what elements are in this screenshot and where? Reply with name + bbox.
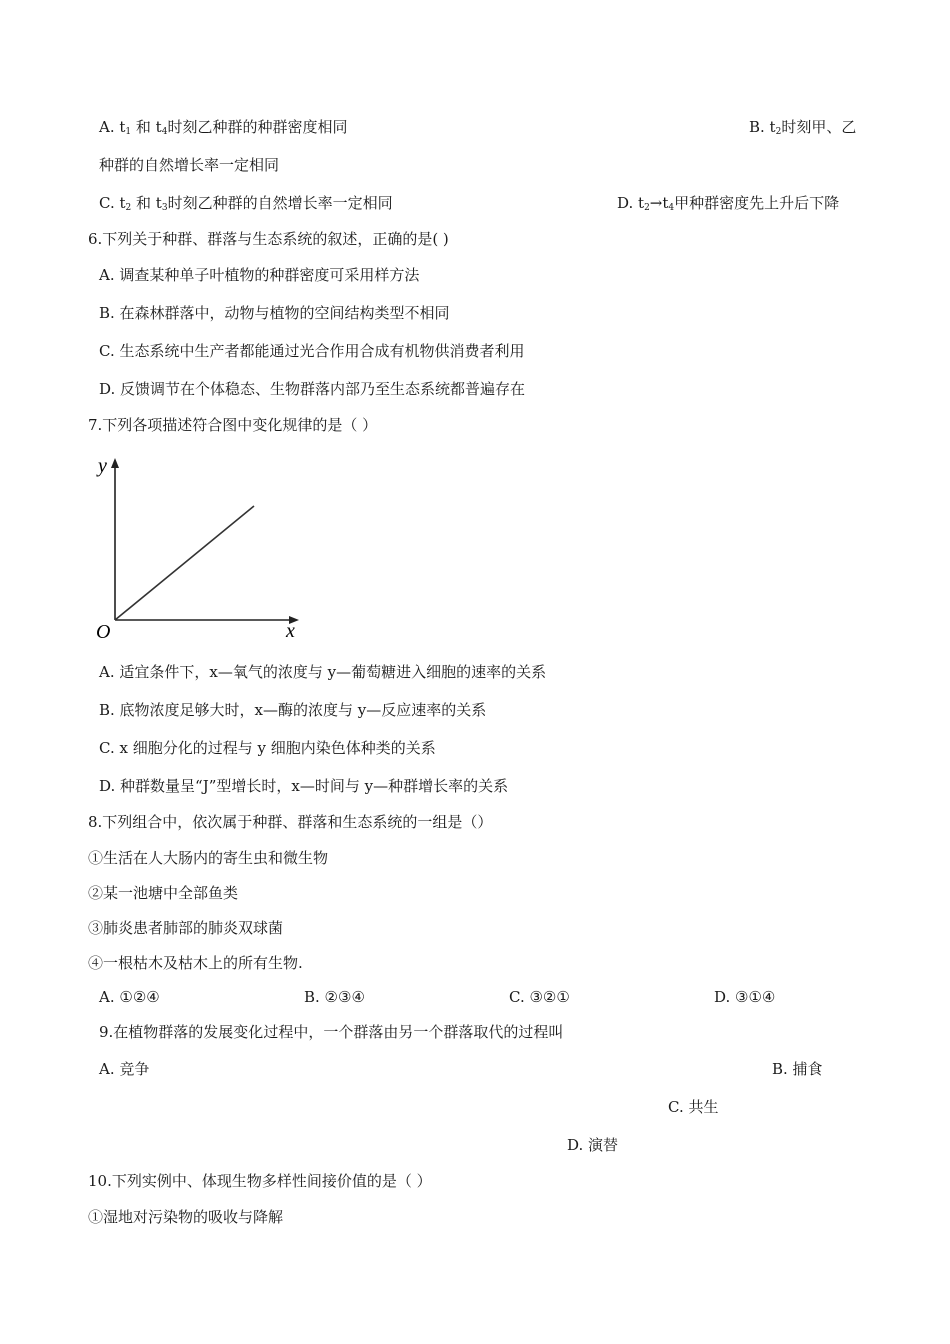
q9-option-a: A. 竞争 [99,1060,150,1078]
q8-option-a: A. ①②④ [99,988,160,1006]
q8-option-d: D. ③①④ [714,988,776,1006]
q7-option-d: D. 种群数量呈“J”型增长时，x—时间与 y—种群增长率的关系 [99,777,509,795]
q9-option-b: B. 捕食 [772,1060,823,1078]
q9-option-d: D. 演替 [567,1136,619,1154]
q7-graph [88,452,308,642]
q5-option-b-continued: 种群的自然增长率一定相同 [99,156,280,174]
q6-option-d: D. 反馈调节在个体稳态、生物群落内部乃至生态系统都普遍存在 [99,380,526,398]
q9-stem: 9.在植物群落的发展变化过程中，一个群落由另一个群落取代的过程叫 [99,1023,564,1041]
q8-option-b: B. ②③④ [304,988,365,1006]
q6-stem: 6.下列关于种群、群落与生态系统的叙述，正确的是( ) [88,230,449,248]
q6-option-b: B. 在森林群落中，动物与植物的空间结构类型不相同 [99,304,450,322]
q9-option-c: C. 共生 [668,1098,719,1116]
y-axis-label: y [98,455,107,477]
q8-item-3: ③肺炎患者肺部的肺炎双球菌 [88,919,284,937]
q8-option-c: C. ③②① [509,988,570,1006]
q8-item-2: ②某一池塘中全部鱼类 [88,884,239,902]
q8-item-4: ④一根枯木及枯木上的所有生物. [88,954,303,972]
q5-option-b: B. $t_2$时刻甲、乙 [749,118,857,137]
q7-option-c: C. x 细胞分化的过程与 y 细胞内染色体种类的关系 [99,739,436,757]
x-axis-label: x [286,620,295,642]
trend-line [115,506,254,620]
q5-option-d: D. $t_2\to t_4$甲种群密度先上升后下降 [617,194,840,213]
q7-option-a: A. 适宜条件下，x—氧气的浓度与 y—葡萄糖进入细胞的速率的关系 [99,663,547,681]
q7-stem: 7.下列各项描述符合图中变化规律的是（ ） [88,416,378,434]
q5-option-a: A. $t_1$ 和 $t_4$时刻乙种群的种群密度相同 [99,118,348,137]
q10-stem: 10.下列实例中、体现生物多样性间接价值的是（ ） [88,1172,432,1190]
y-axis-arrow-icon [111,458,119,468]
q10-item-1: ①湿地对污染物的吸收与降解 [88,1208,284,1226]
q6-option-a: A. 调查某种单子叶植物的种群密度可采用样方法 [99,266,420,284]
q5-option-c: C. $t_2$ 和 $t_3$时刻乙种群的自然增长率一定相同 [99,194,393,213]
q7-option-b: B. 底物浓度足够大时，x—酶的浓度与 y—反应速率的关系 [99,701,487,719]
q8-item-1: ①生活在人大肠内的寄生虫和微生物 [88,849,329,867]
q8-stem: 8.下列组合中，依次属于种群、群落和生态系统的一组是（） [88,813,493,831]
q6-option-c: C. 生态系统中生产者都能通过光合作用合成有机物供消费者利用 [99,342,525,360]
origin-label: O [96,621,111,642]
